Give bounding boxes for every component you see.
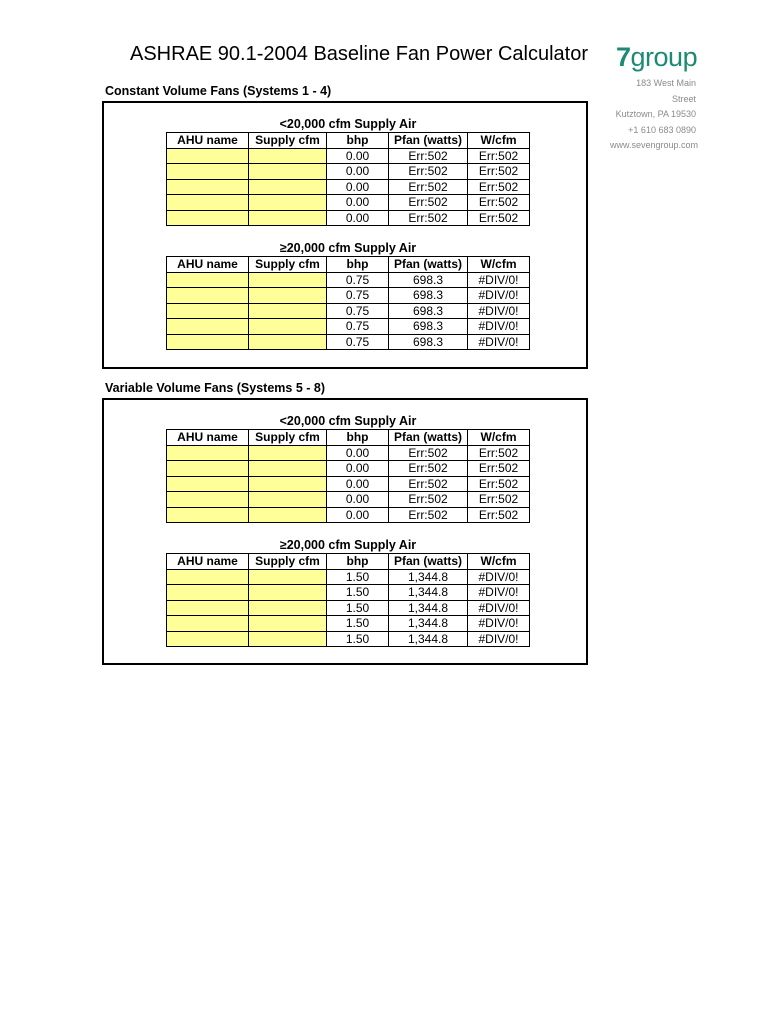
w-per-cfm-cell: #DIV/0! [468, 569, 530, 585]
column-header-pfan-watts: Pfan (watts) [389, 257, 468, 273]
pfan-watts-cell: 698.3 [389, 303, 468, 319]
bhp-cell: 1.50 [327, 569, 389, 585]
table-row [167, 569, 530, 585]
table-header-row [167, 133, 530, 149]
supply-cfm-input[interactable] [249, 476, 327, 492]
supply-cfm-input[interactable] [249, 210, 327, 226]
fan-power-table [166, 132, 530, 226]
table-header-row [167, 554, 530, 570]
supply-cfm-input[interactable] [249, 507, 327, 523]
supply-cfm-input[interactable] [249, 288, 327, 304]
section-title-variable-volume: Variable Volume Fans (Systems 5 - 8) [105, 381, 325, 395]
table-row [167, 319, 530, 335]
pfan-watts-cell: 1,344.8 [389, 569, 468, 585]
w-per-cfm-cell: Err:502 [468, 476, 530, 492]
table-header-row [167, 257, 530, 273]
pfan-watts-cell: Err:502 [389, 148, 468, 164]
bhp-cell: 0.00 [327, 210, 389, 226]
table-row [167, 631, 530, 647]
bhp-cell: 0.00 [327, 195, 389, 211]
fan-power-table [166, 553, 530, 647]
supply-cfm-input[interactable] [249, 445, 327, 461]
column-header-supply-cfm: Supply cfm [249, 430, 327, 446]
bhp-cell: 0.00 [327, 476, 389, 492]
w-per-cfm-cell: Err:502 [468, 210, 530, 226]
pfan-watts-cell: Err:502 [389, 476, 468, 492]
column-header-w-per-cfm: W/cfm [468, 554, 530, 570]
supply-cfm-input[interactable] [249, 148, 327, 164]
column-header-pfan-watts: Pfan (watts) [389, 554, 468, 570]
table-row [167, 476, 530, 492]
bhp-cell: 0.00 [327, 179, 389, 195]
table-caption: ≥20,000 cfm Supply Air [279, 538, 417, 552]
ahu-name-input[interactable] [167, 334, 249, 350]
column-header-ahu-name: AHU name [167, 430, 249, 446]
bhp-cell: 0.00 [327, 492, 389, 508]
table-group [166, 413, 530, 523]
w-per-cfm-cell: #DIV/0! [468, 585, 530, 601]
ahu-name-input[interactable] [167, 303, 249, 319]
table-header-row [167, 430, 530, 446]
ahu-name-input[interactable] [167, 569, 249, 585]
pfan-watts-cell: Err:502 [389, 164, 468, 180]
column-header-bhp: bhp [327, 554, 389, 570]
table-caption: <20,000 cfm Supply Air [279, 414, 417, 428]
section-title-constant-volume: Constant Volume Fans (Systems 1 - 4) [105, 84, 332, 98]
table-row [167, 210, 530, 226]
supply-cfm-input[interactable] [249, 461, 327, 477]
section-box-variable-volume [102, 398, 588, 665]
pfan-watts-cell: 1,344.8 [389, 631, 468, 647]
bhp-cell: 1.50 [327, 631, 389, 647]
w-per-cfm-cell: #DIV/0! [468, 272, 530, 288]
table-row [167, 600, 530, 616]
ahu-name-input[interactable] [167, 210, 249, 226]
column-header-bhp: bhp [327, 430, 389, 446]
supply-cfm-input[interactable] [249, 569, 327, 585]
pfan-watts-cell: 1,344.8 [389, 600, 468, 616]
bhp-cell: 0.75 [327, 334, 389, 350]
table-row [167, 195, 530, 211]
bhp-cell: 0.75 [327, 303, 389, 319]
column-header-pfan-watts: Pfan (watts) [389, 430, 468, 446]
pfan-watts-cell: Err:502 [389, 210, 468, 226]
ahu-name-input[interactable] [167, 616, 249, 632]
table-caption: ≥20,000 cfm Supply Air [279, 241, 417, 255]
supply-cfm-input[interactable] [249, 195, 327, 211]
company-logo [610, 42, 710, 154]
table-row [167, 288, 530, 304]
ahu-name-input[interactable] [167, 600, 249, 616]
pfan-watts-cell: 698.3 [389, 272, 468, 288]
bhp-cell: 0.00 [327, 507, 389, 523]
supply-cfm-input[interactable] [249, 164, 327, 180]
column-header-w-per-cfm: W/cfm [468, 257, 530, 273]
table-caption: <20,000 cfm Supply Air [279, 117, 417, 131]
ahu-name-input[interactable] [167, 461, 249, 477]
table-row [167, 148, 530, 164]
address-website: www.sevengroup.com [610, 140, 699, 150]
bhp-cell: 0.00 [327, 148, 389, 164]
column-header-w-per-cfm: W/cfm [468, 133, 530, 149]
company-address [610, 76, 699, 154]
w-per-cfm-cell: Err:502 [468, 461, 530, 477]
column-header-supply-cfm: Supply cfm [249, 133, 327, 149]
ahu-name-input[interactable] [167, 164, 249, 180]
supply-cfm-input[interactable] [249, 319, 327, 335]
fan-power-table [166, 256, 530, 350]
w-per-cfm-cell: Err:502 [468, 179, 530, 195]
table-row [167, 492, 530, 508]
address-phone: +1 610 683 0890 [628, 124, 696, 135]
pfan-watts-cell: 698.3 [389, 319, 468, 335]
supply-cfm-input[interactable] [249, 492, 327, 508]
table-row [167, 507, 530, 523]
column-header-supply-cfm: Supply cfm [249, 554, 327, 570]
bhp-cell: 1.50 [327, 616, 389, 632]
ahu-name-input[interactable] [167, 585, 249, 601]
w-per-cfm-cell: #DIV/0! [468, 616, 530, 632]
pfan-watts-cell: 698.3 [389, 334, 468, 350]
column-header-ahu-name: AHU name [167, 554, 249, 570]
w-per-cfm-cell: #DIV/0! [468, 319, 530, 335]
w-per-cfm-cell: Err:502 [468, 148, 530, 164]
w-per-cfm-cell: #DIV/0! [468, 600, 530, 616]
pfan-watts-cell: 1,344.8 [389, 585, 468, 601]
supply-cfm-input[interactable] [249, 585, 327, 601]
bhp-cell: 0.00 [327, 461, 389, 477]
address-street: 183 West Main Street [636, 78, 696, 104]
section-box-constant-volume [102, 101, 588, 369]
ahu-name-input[interactable] [167, 492, 249, 508]
bhp-cell: 1.50 [327, 585, 389, 601]
pfan-watts-cell: 1,344.8 [389, 616, 468, 632]
supply-cfm-input[interactable] [249, 272, 327, 288]
supply-cfm-input[interactable] [249, 631, 327, 647]
w-per-cfm-cell: Err:502 [468, 164, 530, 180]
table-row [167, 585, 530, 601]
supply-cfm-input[interactable] [249, 600, 327, 616]
w-per-cfm-cell: #DIV/0! [468, 288, 530, 304]
w-per-cfm-cell: #DIV/0! [468, 303, 530, 319]
column-header-bhp: bhp [327, 257, 389, 273]
w-per-cfm-cell: #DIV/0! [468, 334, 530, 350]
bhp-cell: 0.75 [327, 288, 389, 304]
pfan-watts-cell: Err:502 [389, 195, 468, 211]
table-row [167, 303, 530, 319]
supply-cfm-input[interactable] [249, 303, 327, 319]
pfan-watts-cell: Err:502 [389, 179, 468, 195]
ahu-name-input[interactable] [167, 195, 249, 211]
bhp-cell: 0.75 [327, 319, 389, 335]
ahu-name-input[interactable] [167, 288, 249, 304]
w-per-cfm-cell: Err:502 [468, 507, 530, 523]
ahu-name-input[interactable] [167, 476, 249, 492]
column-header-supply-cfm: Supply cfm [249, 257, 327, 273]
table-group [166, 537, 530, 647]
pfan-watts-cell: Err:502 [389, 507, 468, 523]
address-city: Kutztown, PA 19530 [615, 109, 696, 119]
w-per-cfm-cell: #DIV/0! [468, 631, 530, 647]
page-title: ASHRAE 90.1-2004 Baseline Fan Power Calculator [130, 43, 589, 65]
bhp-cell: 1.50 [327, 600, 389, 616]
ahu-name-input[interactable] [167, 179, 249, 195]
supply-cfm-input[interactable] [249, 334, 327, 350]
column-header-ahu-name: AHU name [167, 133, 249, 149]
w-per-cfm-cell: Err:502 [468, 492, 530, 508]
pfan-watts-cell: Err:502 [389, 492, 468, 508]
table-row [167, 445, 530, 461]
fan-power-table [166, 429, 530, 523]
table-group [166, 116, 530, 226]
column-header-w-per-cfm: W/cfm [468, 430, 530, 446]
ahu-name-input[interactable] [167, 631, 249, 647]
column-header-pfan-watts: Pfan (watts) [389, 133, 468, 149]
ahu-name-input[interactable] [167, 445, 249, 461]
table-row [167, 272, 530, 288]
ahu-name-input[interactable] [167, 507, 249, 523]
column-header-ahu-name: AHU name [167, 257, 249, 273]
pfan-watts-cell: 698.3 [389, 288, 468, 304]
supply-cfm-input[interactable] [249, 616, 327, 632]
bhp-cell: 0.75 [327, 272, 389, 288]
ahu-name-input[interactable] [167, 319, 249, 335]
table-row [167, 616, 530, 632]
logo-wordmark: 7group [616, 42, 698, 72]
bhp-cell: 0.00 [327, 445, 389, 461]
w-per-cfm-cell: Err:502 [468, 195, 530, 211]
table-group [166, 240, 530, 350]
table-row [167, 179, 530, 195]
table-row [167, 461, 530, 477]
bhp-cell: 0.00 [327, 164, 389, 180]
pfan-watts-cell: Err:502 [389, 461, 468, 477]
table-row [167, 164, 530, 180]
pfan-watts-cell: Err:502 [389, 445, 468, 461]
column-header-bhp: bhp [327, 133, 389, 149]
ahu-name-input[interactable] [167, 272, 249, 288]
table-row [167, 334, 530, 350]
supply-cfm-input[interactable] [249, 179, 327, 195]
ahu-name-input[interactable] [167, 148, 249, 164]
w-per-cfm-cell: Err:502 [468, 445, 530, 461]
